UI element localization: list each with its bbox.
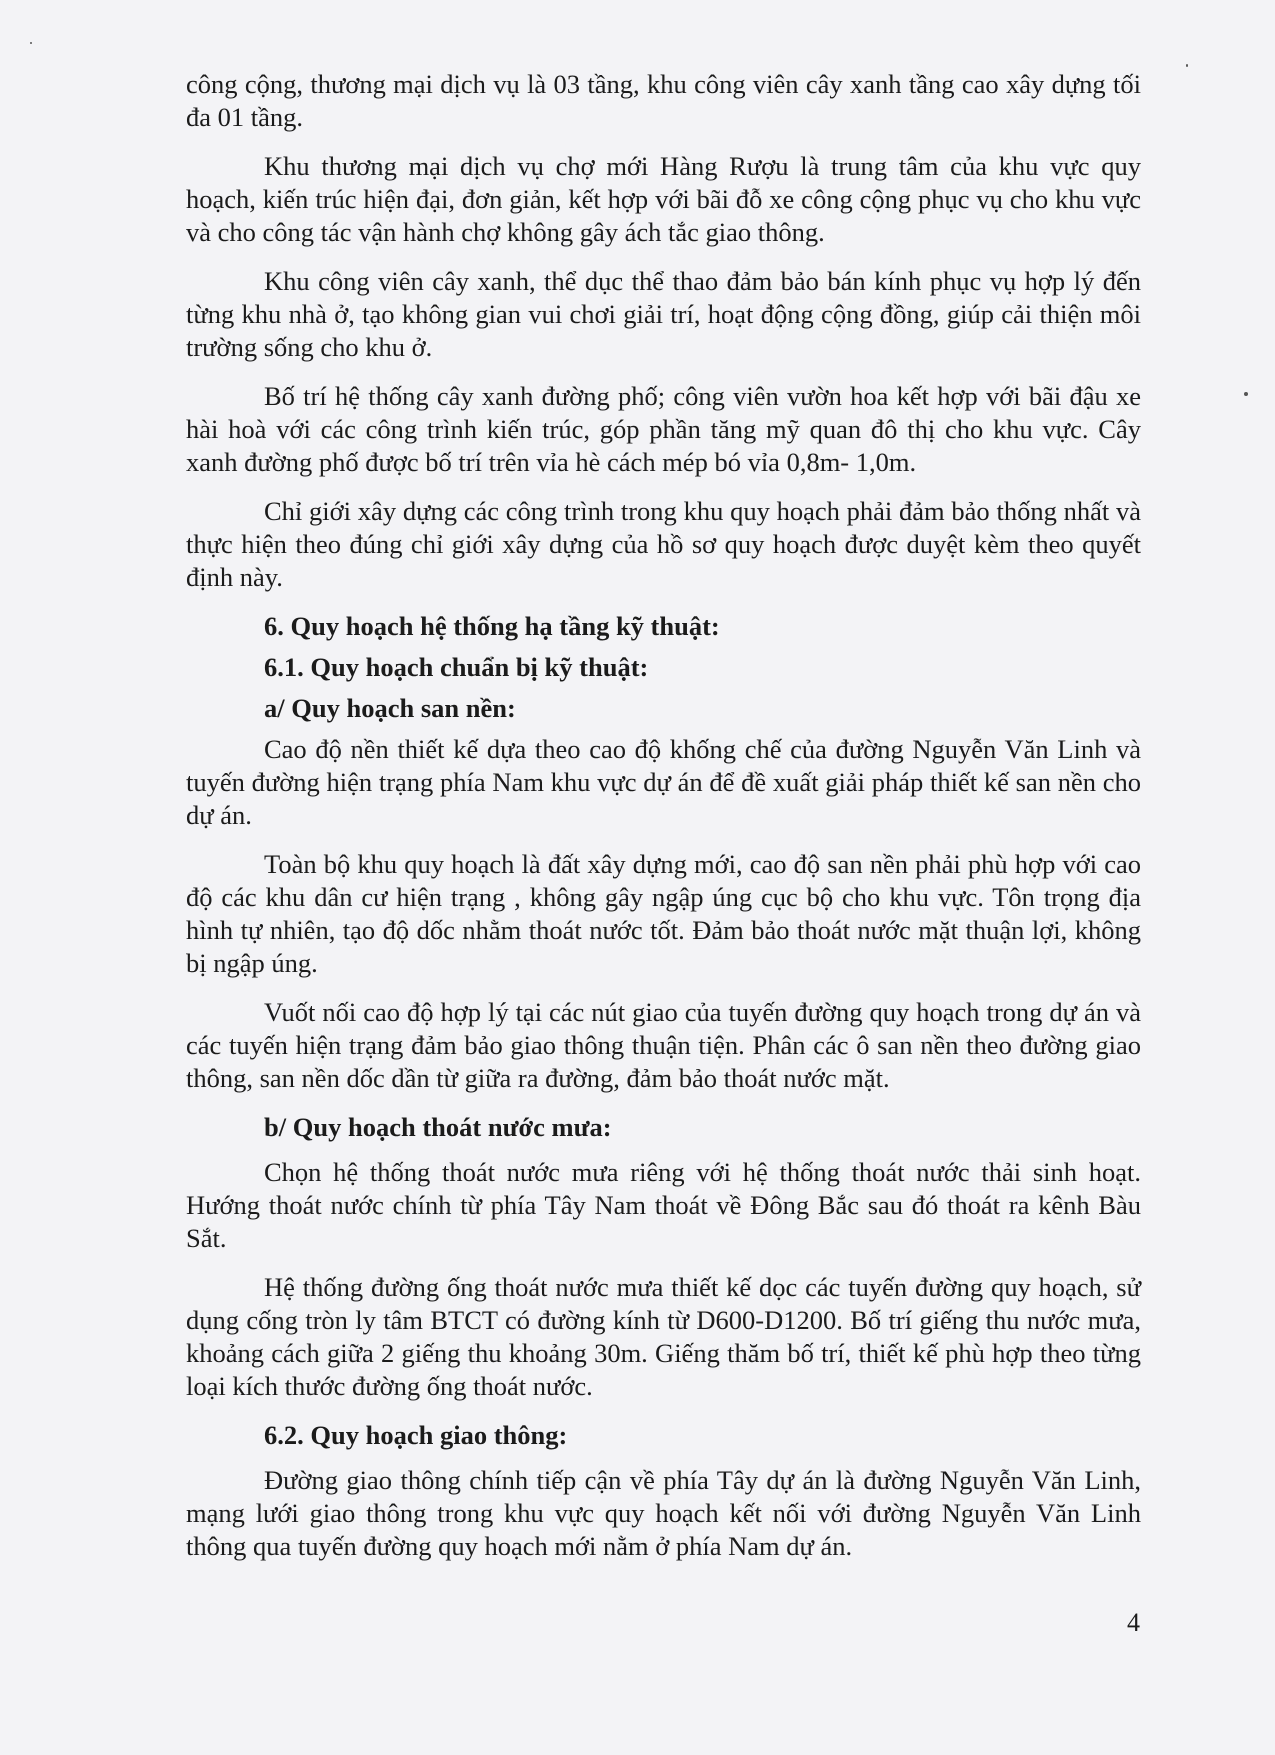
scan-speck xyxy=(1244,392,1248,396)
paragraph: Vuốt nối cao độ hợp lý tại các nút giao của tuyến đường quy hoạch trong dự án và các tuyến hiện trạng đảm bảo giao thông thuận tiện. Phân các ô san nền theo đường giao thông, san nền dốc dần từ giữa ra đường, đảm bảo thoát nước mặt. xyxy=(186,997,1141,1093)
subsection-heading: 6.1. Quy hoạch chuẩn bị kỹ thuật: xyxy=(264,652,649,682)
paragraph: Bố trí hệ thống cây xanh đường phố; công viên vườn hoa kết hợp với bãi đậu xe hài hoà với các công trình kiến trúc, góp phần tăng mỹ quan đô thị cho khu vực. Cây xanh đường phố được bố trí trên vỉa hè cách mép bó vỉa 0,8m- 1,0m. xyxy=(186,381,1141,477)
subsection-heading: b/ Quy hoạch thoát nước mưa: xyxy=(264,1112,612,1142)
paragraph: Cao độ nền thiết kế dựa theo cao độ khống chế của đường Nguyễn Văn Linh và tuyến đường hiện trạng phía Nam khu vực dự án để đề xuất giải pháp thiết kế san nền cho dự án. xyxy=(186,734,1141,830)
page-number: 4 xyxy=(1127,1608,1140,1637)
subsection-heading: a/ Quy hoạch san nền: xyxy=(264,693,516,723)
document-body xyxy=(186,68,1141,1579)
paragraph: Chỉ giới xây dựng các công trình trong khu quy hoạch phải đảm bảo thống nhất và thực hiện theo đúng chỉ giới xây dựng của hồ sơ quy hoạch được duyệt kèm theo quyết định này. xyxy=(186,496,1141,592)
paragraph: Khu thương mại dịch vụ chợ mới Hàng Rượu là trung tâm của khu vực quy hoạch, kiến trúc hiện đại, đơn giản, kết hợp với bãi đỗ xe công cộng phục vụ cho khu vực và cho công tác vận hành chợ không gây ách tắc giao thông. xyxy=(186,151,1141,247)
section-heading: 6. Quy hoạch hệ thống hạ tầng kỹ thuật: xyxy=(264,611,720,641)
paragraph: Chọn hệ thống thoát nước mưa riêng với hệ thống thoát nước thải sinh hoạt. Hướng thoát nước chính từ phía Tây Nam thoát về Đông Bắc sau đó thoát ra kênh Bàu Sắt. xyxy=(186,1157,1141,1253)
scan-speck xyxy=(30,42,32,44)
paragraph: Khu công viên cây xanh, thể dục thể thao đảm bảo bán kính phục vụ hợp lý đến từng khu nhà ở, tạo không gian vui chơi giải trí, hoạt động cộng đồng, giúp cải thiện môi trường sống cho khu ở. xyxy=(186,266,1141,362)
paragraph: Toàn bộ khu quy hoạch là đất xây dựng mới, cao độ san nền phải phù hợp với cao độ các khu dân cư hiện trạng , không gây ngập úng cục bộ cho khu vực. Tôn trọng địa hình tự nhiên, tạo độ dốc nhằm thoát nước tốt. Đảm bảo thoát nước mặt thuận lợi, không bị ngập úng. xyxy=(186,849,1141,978)
paragraph: công cộng, thương mại dịch vụ là 03 tầng, khu công viên cây xanh tầng cao xây dựng tối đa 01 tầng. xyxy=(186,69,1141,132)
paragraph: Đường giao thông chính tiếp cận về phía Tây dự án là đường Nguyễn Văn Linh, mạng lưới giao thông trong khu vực quy hoạch kết nối với đường Nguyễn Văn Linh thông qua tuyến đường quy hoạch mới nằm ở phía Nam dự án. xyxy=(186,1465,1141,1561)
scan-speck xyxy=(1186,64,1188,67)
paragraph: Hệ thống đường ống thoát nước mưa thiết kế dọc các tuyến đường quy hoạch, sử dụng cống tròn ly tâm BTCT có đường kính từ D600-D1200. Bố trí giếng thu nước mưa, khoảng cách giữa 2 giếng thu khoảng 30m. Giếng thăm bố trí, thiết kế phù hợp theo từng loại kích thước đường ống thoát nước. xyxy=(186,1272,1141,1401)
subsection-heading: 6.2. Quy hoạch giao thông: xyxy=(264,1420,568,1450)
